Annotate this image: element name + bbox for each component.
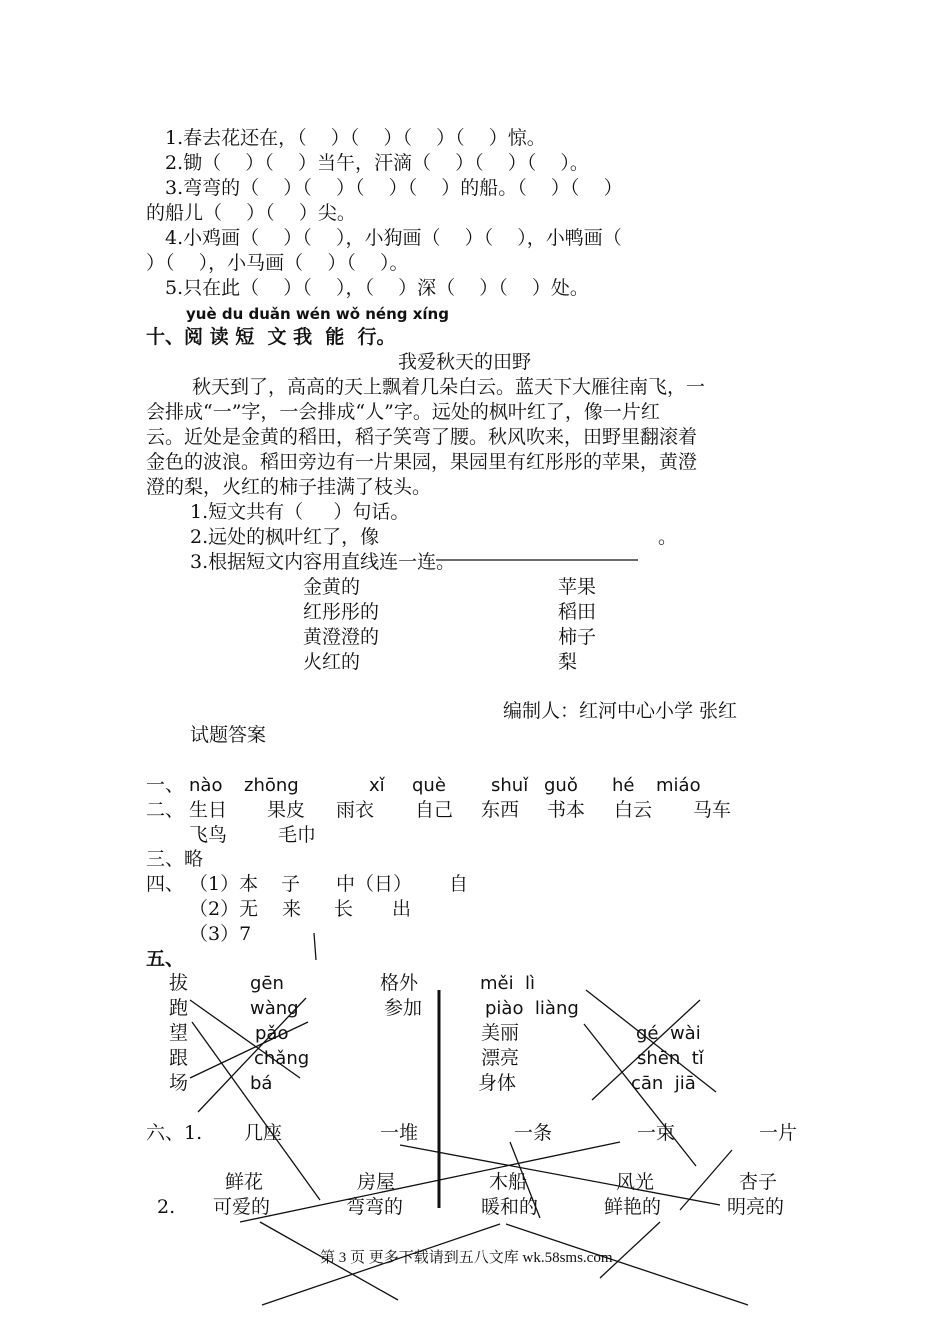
answer-5-pinyin: bá xyxy=(250,1073,273,1094)
answer-6-noun: 木船 xyxy=(489,1171,528,1193)
answer-5-right-word: 身体 xyxy=(478,1072,517,1094)
answer-2-item: 果皮 xyxy=(267,799,306,821)
answer-2-item: 白云 xyxy=(614,799,653,821)
answer-6-measure: 一堆 xyxy=(380,1122,419,1144)
answer-6-measure: 几座 xyxy=(244,1122,283,1144)
answer-6-measure: 一条 xyxy=(514,1122,553,1144)
answer-4-item: （1）本 xyxy=(189,873,259,895)
answer-5-label: 五、 xyxy=(146,948,185,970)
answer-1-item: zhōng xyxy=(244,775,299,796)
connector-line xyxy=(240,1142,620,1222)
section10-pinyin: yuè du duǎn wén wǒ néng xíng xyxy=(186,305,449,323)
connector-line xyxy=(584,1024,696,1166)
connector-line xyxy=(400,1145,720,1205)
answer-1-item: hé xyxy=(612,775,635,796)
question-2: 2.远处的枫叶红了，像 xyxy=(190,526,380,548)
answer-5-pinyin: chǎng xyxy=(254,1048,310,1069)
answer-2-item: 东西 xyxy=(481,799,520,821)
answer-5-right-pinyin: cān jiā xyxy=(631,1073,696,1094)
answer-6-adjective: 暖和的 xyxy=(481,1196,539,1218)
answer-1-item: nào xyxy=(189,775,223,796)
passage-title: 我爱秋天的田野 xyxy=(398,351,532,373)
answer-6-noun: 风光 xyxy=(616,1171,655,1193)
author-line: 编制人：红河中心小学 张红 xyxy=(503,700,738,722)
answer-4-item: 长 xyxy=(334,898,354,920)
match-left-2: 红彤彤的 xyxy=(303,601,380,623)
fill-blank-line-1: 1.春去花还在，（ ）（ ）（ ）（ ）惊。 xyxy=(165,127,546,149)
answer-4-item: 自 xyxy=(449,873,469,895)
answer-5-pinyin: wàng xyxy=(250,998,299,1019)
match-right-1: 苹果 xyxy=(558,576,597,598)
answer-2-item: 雨衣 xyxy=(336,799,375,821)
match-left-3: 黄澄澄的 xyxy=(303,626,380,648)
answer-6-noun: 杏子 xyxy=(739,1171,778,1193)
page-footer: 第 3 页 更多下载请到五八文库 wk.58sms.com xyxy=(320,1250,613,1266)
fill-blank-line-4b: ）（ ），小马画（ ）（ ）。 xyxy=(146,252,409,274)
answer-5-mid-word: 参加 xyxy=(384,997,423,1019)
passage-line-1: 秋天到了，高高的天上飘着几朵白云。蓝天下大雁往南飞，一 xyxy=(192,376,706,398)
answer-4-item: 出 xyxy=(392,898,412,920)
answer-4-item: 来 xyxy=(282,898,302,920)
answer-1-item: què xyxy=(412,775,446,796)
connector-line xyxy=(680,1150,732,1210)
question-2-end: 。 xyxy=(658,526,678,548)
answer-2-item: 生日 xyxy=(189,799,228,821)
answer-3: 三、略 xyxy=(146,848,204,870)
answer-6-2-label: 2. xyxy=(157,1196,176,1218)
answer-4-label: 四、 xyxy=(146,873,185,895)
match-right-2: 稻田 xyxy=(558,601,597,623)
match-left-4: 火红的 xyxy=(303,651,361,673)
fill-blank-line-3: 3.弯弯的（ ）（ ）（ ）（ ）的船。（ ）（ ） xyxy=(165,177,623,199)
answers-title: 试题答案 xyxy=(190,724,267,746)
answer-4-item: （3）7 xyxy=(189,923,252,945)
answer-6-noun: 鲜花 xyxy=(225,1171,264,1193)
answer-5-char: 拔 xyxy=(169,972,189,994)
answer-5-mid-word: 格外 xyxy=(380,972,419,994)
answer-5-pinyin: pǎo xyxy=(255,1023,289,1044)
connector-line xyxy=(314,933,316,960)
answer-2-item: 书本 xyxy=(547,799,586,821)
answer-6-adjective: 鲜艳的 xyxy=(604,1196,662,1218)
answer-1-item: shuǐ xyxy=(491,775,529,796)
answer-6-adjective: 弯弯的 xyxy=(346,1196,404,1218)
answer-5-right-pinyin: shēn tǐ xyxy=(637,1048,704,1069)
passage-line-2: 会排成“一”字，一会排成“人”字。远处的枫叶红了，像一片红 xyxy=(146,401,660,423)
answer-5-right-pinyin: gé wài xyxy=(636,1023,701,1044)
answer-5-right-word: 美丽 xyxy=(481,1022,520,1044)
answer-2-item: 自己 xyxy=(415,799,454,821)
answer-6-measure: 一片 xyxy=(759,1122,798,1144)
match-right-4: 梨 xyxy=(558,651,578,673)
section10-heading: 十、阅 读 短 文 我 能 行。 xyxy=(146,326,396,348)
answer-5-char: 跑 xyxy=(169,997,189,1019)
answer-6-measure: 一束 xyxy=(637,1122,676,1144)
answer-5-mid-pinyin: měi lì xyxy=(480,973,536,994)
answer-5-pinyin: gēn xyxy=(250,973,284,994)
answer-2-item: 毛巾 xyxy=(278,824,317,846)
answer-6-label: 六、1. xyxy=(146,1122,203,1144)
answer-6-adjective: 明亮的 xyxy=(727,1196,785,1218)
passage-line-5: 澄的梨，火红的柿子挂满了枝头。 xyxy=(146,476,432,498)
answer-4-item: （2）无 xyxy=(189,898,259,920)
answer-2-item: 飞鸟 xyxy=(189,824,228,846)
answer-4-item: 子 xyxy=(281,873,301,895)
fill-blank-line-3b: 的船儿（ ）（ ）尖。 xyxy=(146,202,356,224)
question-3: 3.根据短文内容用直线连一连。 xyxy=(190,551,456,573)
passage-line-3: 云。近处是金黄的稻田，稻子笑弯了腰。秋风吹来，田野里翻滚着 xyxy=(146,426,698,448)
fill-blank-line-2: 2.锄（ ）（ ）当午，汗滴（ ）（ ）（ ）。 xyxy=(165,152,589,174)
answer-6-noun: 房屋 xyxy=(357,1171,396,1193)
match-right-3: 柿子 xyxy=(558,626,597,648)
answer-5-mid-pinyin: piào liàng xyxy=(485,998,579,1019)
answer-1-item: guǒ xyxy=(544,775,578,796)
answer-6-adjective: 可爱的 xyxy=(213,1196,271,1218)
passage-line-4: 金色的波浪。稻田旁边有一片果园，果园里有红彤彤的苹果，黄澄 xyxy=(146,451,698,473)
fill-blank-line-4: 4.小鸡画（ ）（ ），小狗画（ ）（ ），小鸭画（ xyxy=(165,227,622,249)
answer-2-item: 马车 xyxy=(693,799,732,821)
answer-1-item: xǐ xyxy=(369,775,385,796)
answer-5-char: 望 xyxy=(169,1022,189,1044)
question-1: 1.短文共有（ ）句话。 xyxy=(190,501,410,523)
match-left-1: 金黄的 xyxy=(303,576,361,598)
fill-blank-line-5: 5.只在此（ ）（ ），（ ）深（ ）（ ）处。 xyxy=(165,277,589,299)
answer-5-char: 场 xyxy=(169,1072,189,1094)
answer-5-char: 跟 xyxy=(169,1047,189,1069)
answer-1-item: miáo xyxy=(656,775,701,796)
answer-2-label: 二、 xyxy=(146,799,185,821)
answer-5-right-word: 漂亮 xyxy=(481,1047,520,1069)
answer-1-label: 一、 xyxy=(146,774,185,796)
answer-4-item: 中（日） xyxy=(336,873,413,895)
